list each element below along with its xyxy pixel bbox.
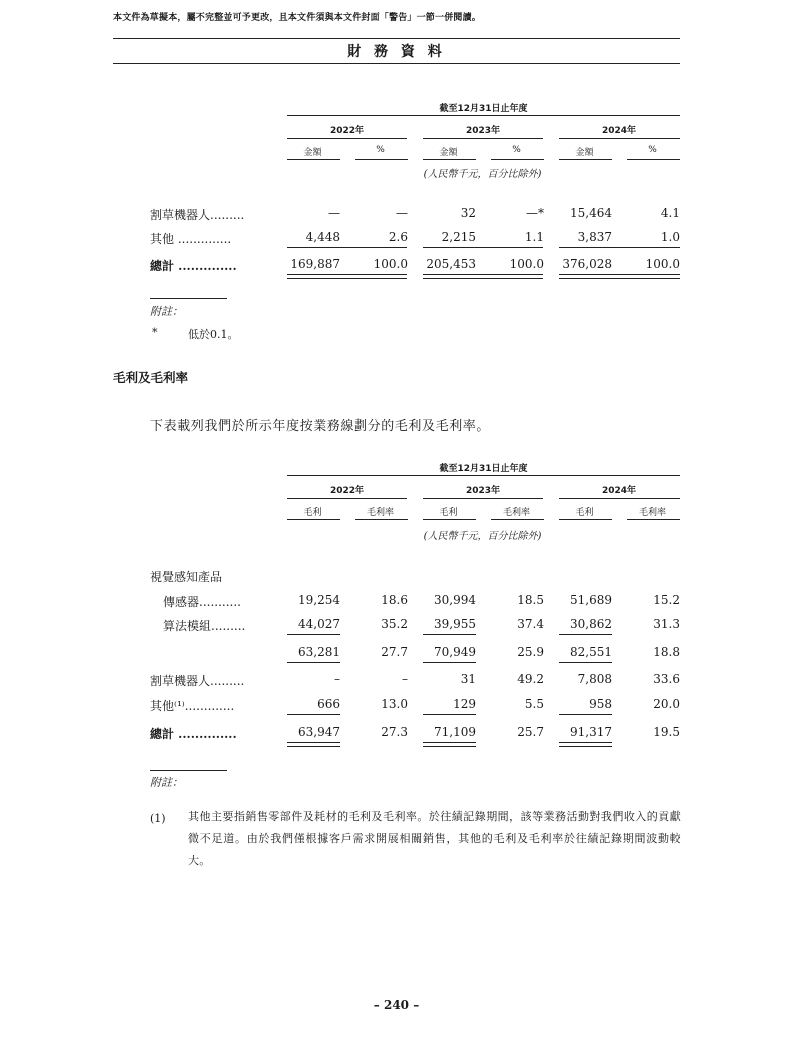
table1-col-rule	[355, 159, 408, 160]
table1-cell: —	[328, 206, 340, 220]
table2-cell: –	[334, 672, 340, 686]
table2-year-2022: 2022年	[329, 486, 365, 496]
draft-disclaimer: 本文件為草擬本，屬不完整並可予更改，且本文件須與本文件封面「警告」一節一併閱讀。	[113, 13, 482, 23]
page-number: – 240 –	[373, 998, 420, 1012]
table2-row-label: 割草機器人.........	[150, 674, 245, 688]
table1-year-rule	[287, 138, 407, 139]
notes-rule	[150, 298, 227, 299]
table1-row-label: 其他 ..............	[150, 232, 232, 246]
table2-cell: 33.6	[653, 672, 680, 686]
total-double-rule	[287, 742, 340, 747]
table1-col-rule	[491, 159, 544, 160]
table2-cell: 39,955	[434, 617, 476, 631]
table2-year-rule	[423, 498, 543, 499]
table1-year-2023: 2023年	[465, 126, 501, 136]
table1-cell: 100.0	[645, 257, 680, 271]
table1-col-rule	[559, 159, 612, 160]
table2-cell: 129	[453, 697, 476, 711]
table2-year-2024: 2024年	[601, 486, 637, 496]
table2-cell: 19,254	[298, 593, 340, 607]
table2-subtotal-cell: 25.9	[517, 645, 544, 659]
table1-period-rule	[287, 115, 680, 116]
note-star-mark: *	[152, 326, 158, 339]
table2-period-rule	[287, 475, 680, 476]
table1-col-amount: 金額	[303, 148, 322, 158]
table2-cell: 31	[460, 672, 476, 686]
table2-year-rule	[287, 498, 407, 499]
table2-period-header: 截至12月31日止年度	[439, 464, 528, 474]
table1-year-2022: 2022年	[329, 126, 365, 136]
table1-cell: —	[396, 206, 408, 220]
subtotal-rule	[287, 634, 340, 635]
table1-cell: 4,448	[305, 230, 340, 244]
table2-unit-note: (人民幣千元，百分比除外)	[423, 531, 542, 542]
table2-cell: 27.3	[381, 725, 408, 739]
table2-col-rule	[491, 519, 544, 520]
table2-cell: 63,947	[298, 725, 340, 739]
table1-cell: 169,887	[290, 257, 340, 271]
table1-col-amount: 金額	[439, 148, 458, 158]
table1-cell: 2,215	[441, 230, 476, 244]
table2-subtotal-cell: 18.8	[653, 645, 680, 659]
table2-subtotal-cell: 27.7	[381, 645, 408, 659]
table1-cell: 100.0	[509, 257, 544, 271]
table2-col-gross-profit: 毛利	[575, 508, 594, 518]
subtotal-rule	[287, 662, 340, 663]
table2-subtotal-cell: 82,551	[570, 645, 612, 659]
table1-col-amount: 金額	[575, 148, 594, 158]
table1-year-rule	[559, 138, 680, 139]
table2-col-gross-margin: 毛利率	[502, 508, 530, 518]
total-double-rule	[423, 742, 476, 747]
table1-cell: 4.1	[660, 206, 680, 220]
table1-year-rule	[423, 138, 543, 139]
table2-cell: 51,689	[570, 593, 612, 607]
table1-unit-note: (人民幣千元，百分比除外)	[423, 169, 542, 180]
table1-total-label: 總計 ..............	[150, 259, 237, 273]
table2-row-label: 其他⁽¹⁾.............	[150, 699, 235, 713]
table2-cell: 49.2	[517, 672, 544, 686]
table2-cell: 18.5	[517, 593, 544, 607]
table1-cell: 376,028	[562, 257, 612, 271]
total-double-rule	[423, 274, 543, 279]
intro-paragraph: 下表載列我們於所示年度按業務線劃分的毛利及毛利率。	[150, 419, 491, 434]
table2-cell: 18.6	[381, 593, 408, 607]
table2-cell: 13.0	[381, 697, 408, 711]
table2-row-label: 傳感器...........	[163, 595, 241, 609]
table1-cell: 1.1	[524, 230, 544, 244]
note-1-text: 其他主要指銷售零部件及耗材的毛利及毛利率。於往績記錄期間，該等業務活動對我們收入的貢獻微不足道。由於我們僅根據客戶需求開展相關銷售，其他的毛利及毛利率於往績記錄期間波動較大。	[188, 810, 681, 867]
table2-cell: 25.7	[517, 725, 544, 739]
table2-year-rule	[559, 498, 680, 499]
table2-total-label: 總計 ..............	[150, 727, 237, 741]
table1-col-percent: %	[376, 145, 385, 155]
total-double-rule	[287, 274, 407, 279]
table2-col-rule	[627, 519, 680, 520]
table2-cell: 44,027	[298, 617, 340, 631]
table2-cell: 91,317	[570, 725, 612, 739]
subtotal-rule	[559, 662, 612, 663]
table2-cell: 71,109	[434, 725, 476, 739]
table2-cell: 666	[317, 697, 340, 711]
title-rule	[113, 63, 680, 64]
table1-row-label: 割草機器人.........	[150, 208, 245, 222]
notes-header: 附註：	[150, 305, 183, 318]
note-star-text: 低於0.1。	[188, 328, 239, 341]
table1-period-header: 截至12月31日止年度	[439, 104, 528, 114]
table2-subtotal-cell: 63,281	[298, 645, 340, 659]
table1-cell: 3,837	[577, 230, 612, 244]
table1-cell: —*	[526, 206, 544, 220]
notes-header: 附註：	[150, 776, 183, 789]
table2-cell: 30,862	[570, 617, 612, 631]
table2-cell: 7,808	[577, 672, 612, 686]
table1-cell: 32	[460, 206, 476, 220]
table1-cell: 15,464	[570, 206, 612, 220]
table2-cell: 20.0	[653, 697, 680, 711]
table2-cell: 35.2	[381, 617, 408, 631]
header-rule	[113, 38, 680, 39]
table1-col-rule	[627, 159, 680, 160]
table2-cell: 958	[589, 697, 612, 711]
table2-col-gross-profit: 毛利	[439, 508, 458, 518]
table2-group-label: 視覺感知產品	[150, 570, 223, 584]
subtotal-rule	[287, 714, 340, 715]
table1-col-rule	[423, 159, 476, 160]
subtotal-rule	[423, 634, 476, 635]
section-heading: 毛利及毛利率	[113, 370, 189, 385]
subtotal-rule	[559, 714, 612, 715]
subtotal-rule	[559, 247, 680, 248]
table1-cell: 1.0	[660, 230, 680, 244]
table1-cell: 100.0	[373, 257, 408, 271]
table2-col-rule	[559, 519, 612, 520]
table2-cell: 31.3	[653, 617, 680, 631]
table2-cell: 5.5	[524, 697, 544, 711]
table1-col-percent: %	[512, 145, 521, 155]
table2-col-rule	[423, 519, 476, 520]
subtotal-rule	[423, 247, 543, 248]
subtotal-rule	[287, 247, 407, 248]
subtotal-rule	[423, 714, 476, 715]
subtotal-rule	[423, 662, 476, 663]
table2-cell: 37.4	[517, 617, 544, 631]
table1-col-rule	[287, 159, 340, 160]
total-double-rule	[559, 274, 680, 279]
note-1-mark: (1)	[150, 812, 166, 825]
table2-col-gross-margin: 毛利率	[366, 508, 394, 518]
notes-rule	[150, 770, 227, 771]
table2-col-rule	[287, 519, 340, 520]
subtotal-rule	[559, 634, 612, 635]
table2-year-2023: 2023年	[465, 486, 501, 496]
page-title: 財 務 資 料	[347, 44, 446, 60]
table1-cell: 2.6	[388, 230, 408, 244]
table2-subtotal-cell: 70,949	[434, 645, 476, 659]
table2-col-rule	[355, 519, 408, 520]
table2-col-gross-profit: 毛利	[303, 508, 322, 518]
table1-year-2024: 2024年	[601, 126, 637, 136]
table1-col-percent: %	[648, 145, 657, 155]
total-double-rule	[559, 742, 612, 747]
table2-cell: –	[402, 672, 408, 686]
table2-cell: 30,994	[434, 593, 476, 607]
table2-col-gross-margin: 毛利率	[638, 508, 666, 518]
table1-cell: 205,453	[426, 257, 476, 271]
table2-cell: 15.2	[653, 593, 680, 607]
table2-row-label: 算法模組.........	[163, 619, 246, 633]
table2-cell: 19.5	[653, 725, 680, 739]
